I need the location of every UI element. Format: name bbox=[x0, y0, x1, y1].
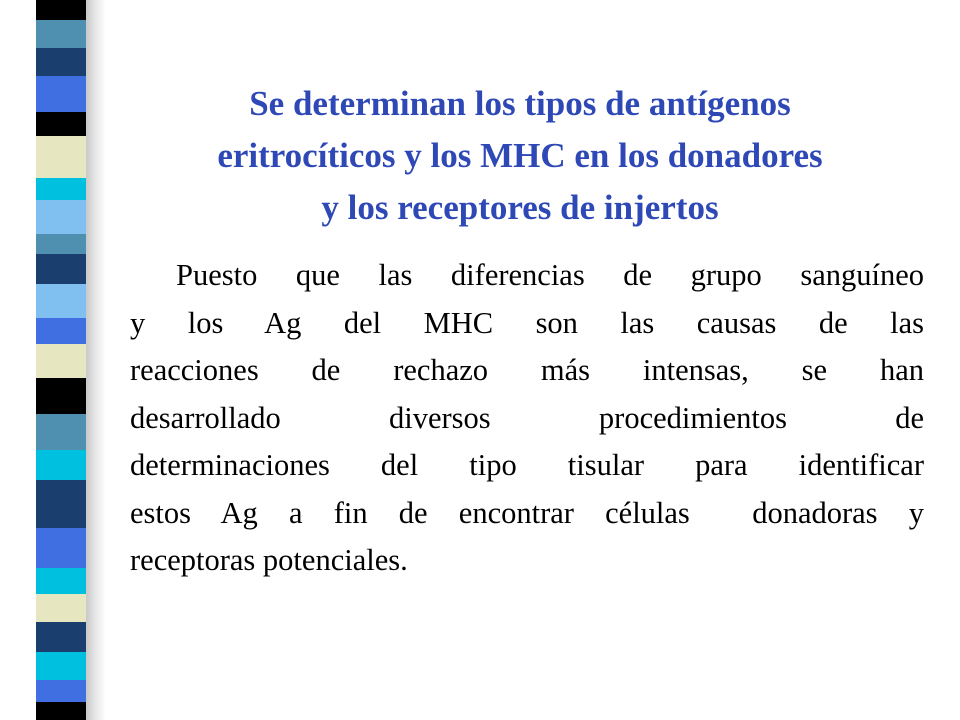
stripe-shadow bbox=[86, 0, 106, 720]
stripe-segment bbox=[36, 450, 86, 480]
stripe-segment bbox=[36, 0, 86, 20]
stripe-segment bbox=[36, 284, 86, 318]
stripe-segment bbox=[36, 76, 86, 112]
stripe-segment bbox=[36, 480, 86, 528]
body-line-1: Puesto que las diferencias de grupo sanguíneo bbox=[176, 258, 924, 292]
stripe-segment bbox=[36, 652, 86, 680]
stripe-segment bbox=[36, 318, 86, 344]
stripe-segment bbox=[36, 378, 86, 414]
title-line-2: eritrocíticos y los MHC en los donadores bbox=[217, 136, 823, 175]
title-line-3: y los receptores de injertos bbox=[321, 188, 719, 227]
decorative-stripe bbox=[36, 0, 86, 720]
stripe-segment bbox=[36, 254, 86, 284]
stripe-segment bbox=[36, 594, 86, 622]
stripe-segment bbox=[36, 200, 86, 234]
stripe-segment bbox=[36, 112, 86, 136]
title-line-1: Se determinan los tipos de antígenos bbox=[249, 84, 791, 123]
stripe-segment bbox=[36, 234, 86, 254]
stripe-segment bbox=[36, 528, 86, 568]
stripe-segment bbox=[36, 622, 86, 652]
body-line-6: estos Ag a fin de encontrar células donadoras y bbox=[130, 495, 924, 530]
body-line-3: reacciones de rechazo más intensas, se han bbox=[130, 353, 924, 387]
stripe-segment bbox=[36, 702, 86, 720]
body-line-4: desarrollado diversos procedimientos de bbox=[130, 400, 924, 435]
body-line-2: y los Ag del MHC son las causas de las bbox=[130, 305, 924, 340]
slide-title bbox=[130, 78, 910, 234]
stripe-segment bbox=[36, 48, 86, 76]
stripe-segment bbox=[36, 20, 86, 48]
stripe-segment bbox=[36, 344, 86, 378]
stripe-segment bbox=[36, 568, 86, 594]
stripe-segment bbox=[36, 414, 86, 450]
stripe-segment bbox=[36, 680, 86, 702]
stripe-segment bbox=[36, 136, 86, 178]
slide-body bbox=[130, 252, 924, 585]
body-line-7: receptoras potenciales. bbox=[130, 543, 408, 577]
body-line-5: determinaciones del tipo tisular para identificar bbox=[130, 448, 924, 482]
stripe-segment bbox=[36, 178, 86, 200]
